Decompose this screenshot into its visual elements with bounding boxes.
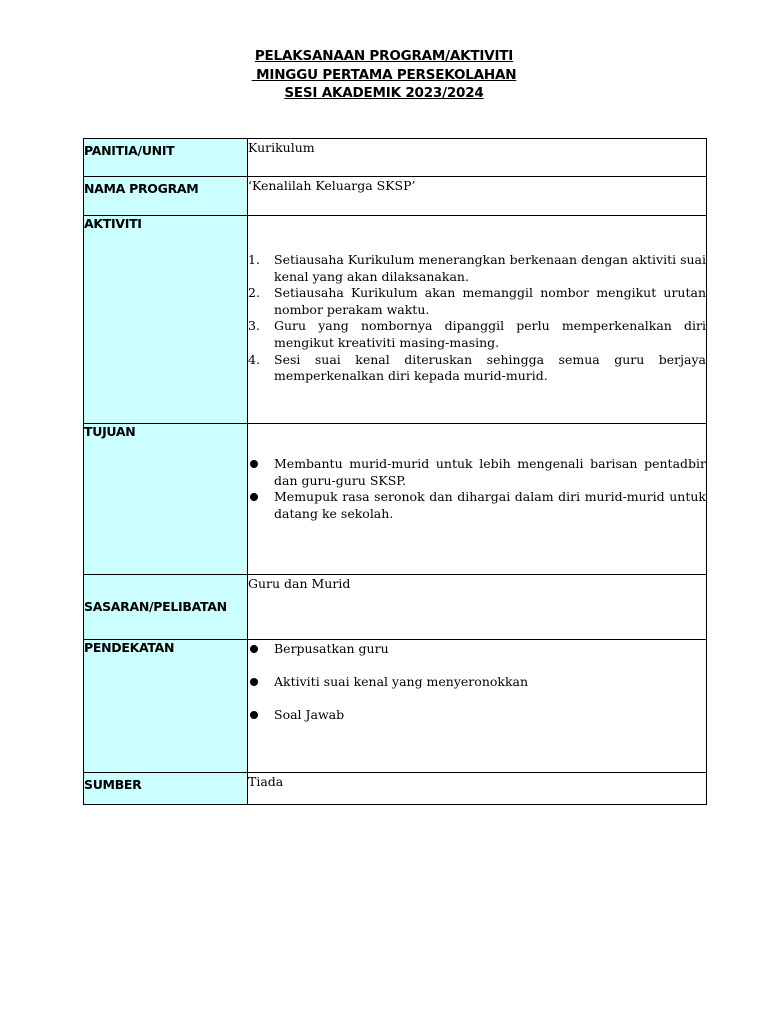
list-item bbox=[248, 318, 706, 351]
list-item-text: Memupuk rasa seronok dan dihargai dalam diri murid-murid untuk datang ke sekolah. bbox=[274, 489, 706, 521]
value-sumber bbox=[248, 773, 707, 805]
row-sumber bbox=[84, 773, 707, 805]
title-line-3: SESI AKADEMIK 2023/2024 bbox=[284, 85, 484, 101]
list-item-text: Sesi suai kenal diteruskan sehingga semua guru berjaya memperkenalkan diri kepada murid-murid. bbox=[274, 351, 706, 384]
bullet-icon bbox=[250, 493, 258, 501]
list-item-number: 4. bbox=[248, 351, 260, 367]
nama-program-text: ‘Kenalilah Keluarga SKSP’ bbox=[248, 178, 416, 193]
list-item-text: Soal Jawab bbox=[274, 707, 345, 723]
value-aktiviti bbox=[248, 216, 707, 424]
value-sasaran-pelibatan bbox=[248, 575, 707, 640]
value-pendekatan bbox=[248, 640, 707, 773]
sasaran-pelibatan-text: Guru dan Murid bbox=[248, 576, 351, 591]
list-item-text: Guru yang nombornya dipanggil perlu memperkenalkan diri mengikut kreativiti masing-masing. bbox=[274, 318, 706, 350]
sumber-text: Tiada bbox=[248, 774, 284, 789]
label-nama-program: NAMA PROGRAM bbox=[84, 177, 248, 216]
bullet-icon bbox=[250, 711, 258, 719]
list-item-text: Setiausaha Kurikulum menerangkan berkenaan dengan aktiviti suai kenal yang akan dilaksanakan. bbox=[274, 252, 706, 284]
value-nama-program bbox=[248, 177, 707, 216]
row-panitia-unit bbox=[84, 139, 707, 177]
value-panitia-unit bbox=[248, 139, 707, 177]
title-line-1: PELAKSANAAN PROGRAM/AKTIVITI bbox=[254, 48, 514, 64]
list-item bbox=[248, 285, 706, 318]
list-item-text: Berpusatkan guru bbox=[274, 641, 389, 656]
bullet-icon bbox=[250, 645, 258, 653]
label-sasaran-pelibatan: SASARAN/PELIBATAN bbox=[84, 575, 248, 640]
row-pendekatan bbox=[84, 640, 707, 773]
list-item bbox=[248, 707, 706, 724]
list-item bbox=[248, 252, 706, 285]
list-item-text: Membantu murid-murid untuk lebih mengenali barisan pentadbir dan guru-guru SKSP. bbox=[274, 456, 706, 488]
list-item-number: 3. bbox=[248, 318, 260, 334]
aktiviti-list bbox=[248, 252, 706, 385]
row-tujuan bbox=[84, 424, 707, 575]
row-nama-program bbox=[84, 177, 707, 216]
list-item bbox=[248, 674, 706, 691]
label-aktiviti: AKTIVITI bbox=[84, 216, 248, 424]
list-item bbox=[248, 489, 706, 522]
row-sasaran-pelibatan bbox=[84, 575, 707, 640]
bullet-icon bbox=[250, 678, 258, 686]
list-item-number: 2. bbox=[248, 285, 260, 301]
list-item bbox=[248, 352, 706, 385]
list-item-number: 1. bbox=[248, 252, 260, 267]
bullet-icon bbox=[250, 460, 258, 468]
label-sumber: SUMBER bbox=[84, 773, 248, 805]
label-panitia-unit: PANITIA/UNIT bbox=[84, 139, 248, 177]
label-tujuan: TUJUAN bbox=[84, 424, 248, 575]
program-form-table bbox=[83, 138, 707, 805]
list-item-text: Setiausaha Kurikulum akan memanggil nombor mengikut urutan nombor perakam waktu. bbox=[274, 285, 706, 317]
pendekatan-list bbox=[248, 641, 706, 724]
label-pendekatan: PENDEKATAN bbox=[84, 640, 248, 773]
tujuan-list bbox=[248, 456, 706, 522]
list-item bbox=[248, 456, 706, 489]
title-line-2: MINGGU PERTAMA PERSEKOLAHAN bbox=[251, 66, 517, 83]
list-item bbox=[248, 641, 706, 658]
row-aktiviti bbox=[84, 216, 707, 424]
document-title bbox=[0, 47, 768, 103]
list-item-text: Aktiviti suai kenal yang menyeronokkan bbox=[274, 674, 529, 690]
value-tujuan bbox=[248, 424, 707, 575]
panitia-unit-text: Kurikulum bbox=[248, 140, 315, 155]
